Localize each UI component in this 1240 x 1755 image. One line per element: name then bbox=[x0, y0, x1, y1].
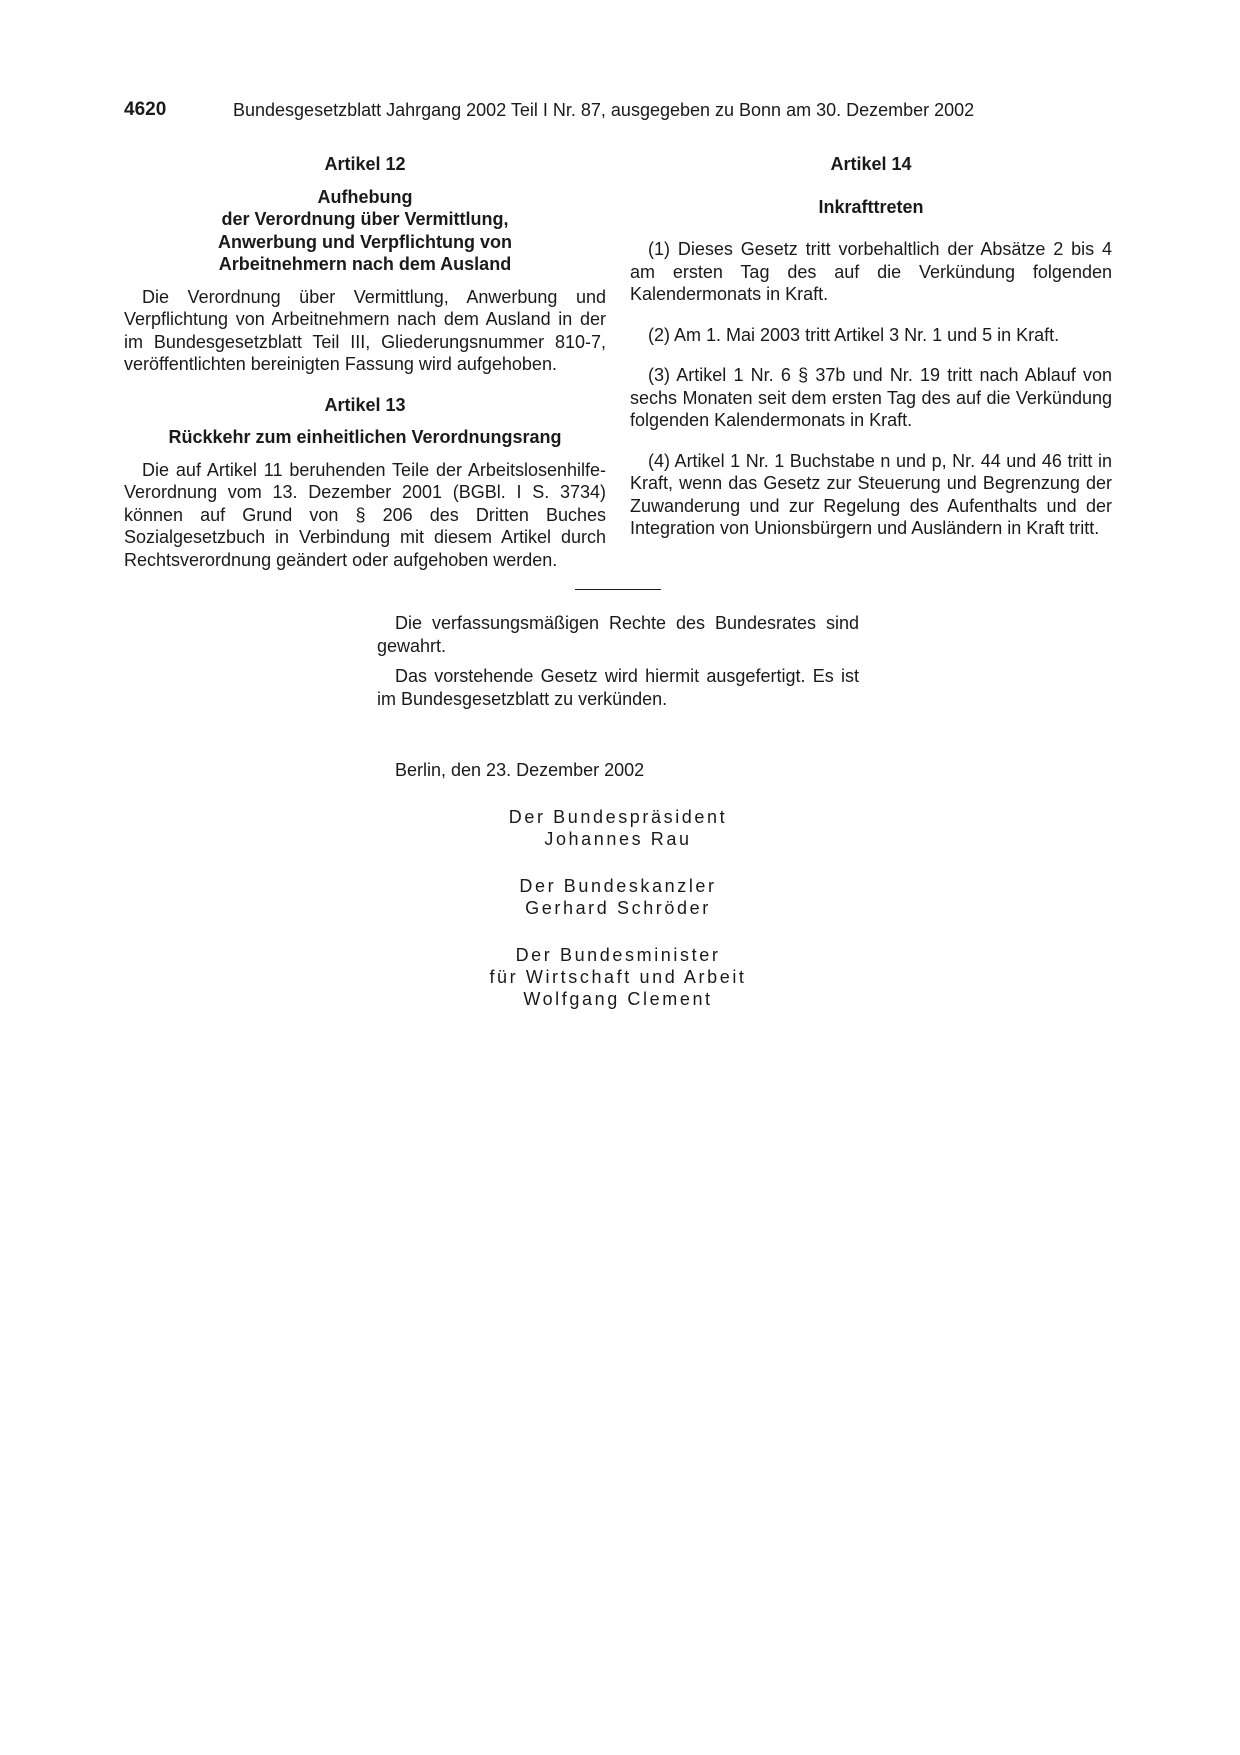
signature-name: Gerhard Schröder bbox=[525, 898, 711, 918]
article-12-title: Artikel 12 bbox=[324, 154, 406, 174]
article-12-heading-line: der Verordnung über Vermittlung, bbox=[221, 209, 509, 229]
article-14-heading: Inkrafttreten bbox=[818, 196, 924, 217]
signature-block-president bbox=[377, 806, 859, 850]
article-14-paragraph: (4) Artikel 1 Nr. 1 Buchstabe n und p, Nr. 44 und 46 tritt in Kraft, wenn das Gesetz zur Steuerung und Begrenzung der Zuwanderung und zur Regelung des Aufenthalts und der Integration von Unionsbürgern und Ausländern in Kraft tritt. bbox=[630, 450, 1112, 538]
left-column bbox=[124, 153, 606, 571]
signature-name: Wolfgang Clement bbox=[523, 989, 713, 1009]
article-12-heading-line: Anwerbung und Verpflichtung von bbox=[218, 231, 512, 252]
closing-paragraph: Das vorstehende Gesetz wird hiermit ausgefertigt. Es ist im Bundesgesetzblatt zu verkünden. bbox=[377, 666, 859, 709]
article-14-title: Artikel 14 bbox=[830, 154, 912, 174]
article-12-heading-line: Aufhebung bbox=[317, 186, 413, 207]
article-13-title: Artikel 13 bbox=[324, 394, 406, 415]
section-divider bbox=[575, 589, 661, 590]
article-14-paragraph: (2) Am 1. Mai 2003 tritt Artikel 3 Nr. 1 und 5 in Kraft. bbox=[648, 324, 1060, 345]
running-head: Bundesgesetzblatt Jahrgang 2002 Teil I Nr. 87, ausgegeben zu Bonn am 30. Dezember 2002 bbox=[233, 100, 975, 120]
signature-office-department: für Wirtschaft und Arbeit bbox=[489, 967, 747, 987]
signature-name: Johannes Rau bbox=[544, 829, 692, 849]
article-13-heading: Rückkehr zum einheitlichen Verordnungsrang bbox=[168, 427, 562, 447]
article-14-paragraph: (3) Artikel 1 Nr. 6 § 37b und Nr. 19 tritt nach Ablauf von sechs Monaten seit dem ersten Tag des auf die Verkündung folgenden Kalendermonats in Kraft. bbox=[630, 365, 1112, 430]
signature-office: Der Bundeskanzler bbox=[519, 876, 717, 896]
page-number: 4620 bbox=[124, 99, 167, 120]
closing-paragraph: Die verfassungsmäßigen Rechte des Bundesrates sind gewahrt. bbox=[377, 613, 859, 656]
signature-office: Der Bundespräsident bbox=[508, 807, 728, 827]
closing-formula bbox=[377, 612, 859, 710]
article-13-text: Die auf Artikel 11 beruhenden Teile der Arbeitslosenhilfe-Verordnung vom 13. Dezember 2001 (BGBl. I S. 3734) können auf Grund von § 206 des Dritten Buches Sozialgesetzbuch in Verbindung mit diesem Artikel durch Rechtsverordnung geändert oder aufgehoben werden. bbox=[124, 459, 606, 570]
signature-blocks bbox=[377, 806, 859, 1035]
place-and-date: Berlin, den 23. Dezember 2002 bbox=[395, 760, 645, 780]
article-12-text: Die Verordnung über Vermittlung, Anwerbung und Verpflichtung von Arbeitnehmern nach dem Ausland in der im Bundesgesetzblatt Teil III, Gliederungsnummer 810-7, veröffentlichten bereinigten Fassung wird aufgehoben. bbox=[124, 286, 606, 374]
article-12-heading-line: Arbeitnehmern nach dem Ausland bbox=[218, 254, 512, 274]
signature-block-minister bbox=[377, 944, 859, 1010]
signature-office: Der Bundesminister bbox=[515, 945, 721, 965]
signature-block-chancellor bbox=[377, 875, 859, 919]
article-14-paragraph: (1) Dieses Gesetz tritt vorbehaltlich der Absätze 2 bis 4 am ersten Tag des auf die Verkündung folgenden Kalendermonats in Kraft. bbox=[630, 239, 1112, 304]
right-column bbox=[630, 153, 1112, 540]
